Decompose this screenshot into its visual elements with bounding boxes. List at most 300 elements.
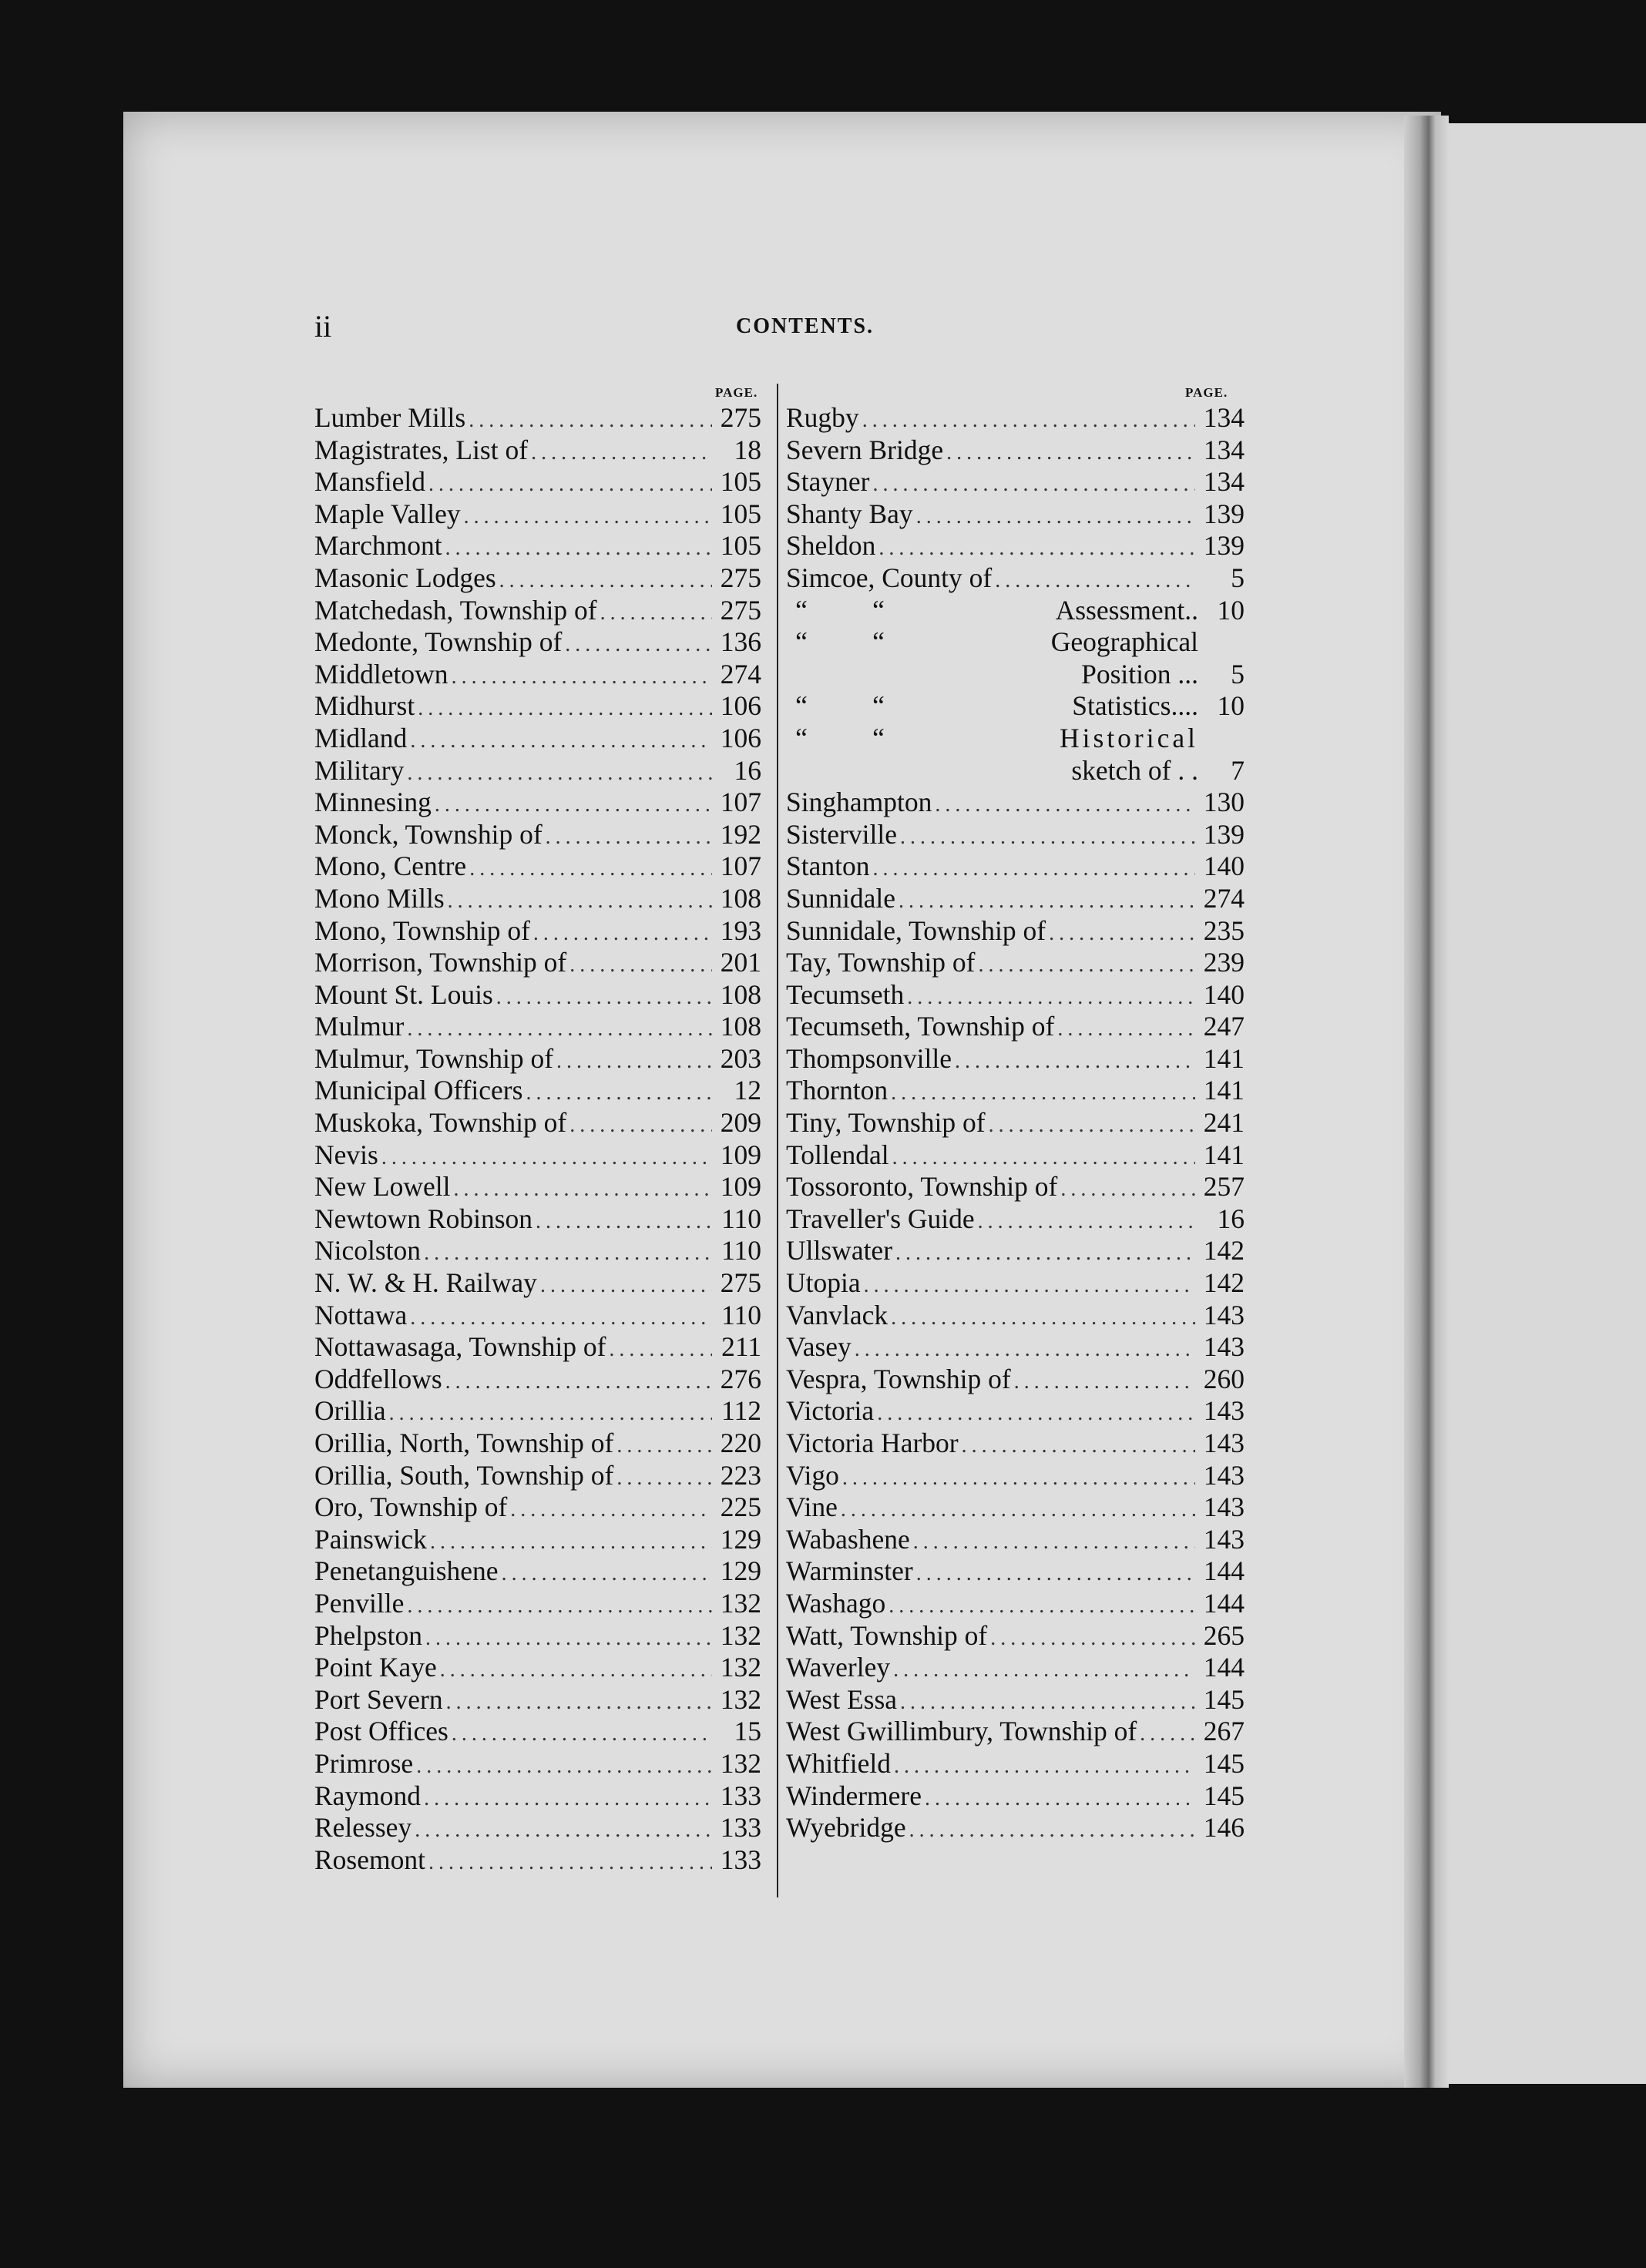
index-entry (786, 1812, 1245, 1844)
leader-dots (445, 1366, 712, 1398)
entry-page: 107 (720, 850, 761, 882)
index-entry (786, 1043, 1245, 1075)
ditto-mark: “ (872, 594, 885, 626)
index-entry (786, 1267, 1245, 1300)
leader-dots (540, 1270, 712, 1302)
index-entry (314, 1780, 761, 1813)
entry-page: 110 (721, 1299, 761, 1330)
index-entry (314, 402, 761, 434)
entry-page: 10 (1217, 690, 1245, 722)
entry-name: Military (314, 754, 405, 786)
index-entry (314, 690, 761, 723)
entry-page: 139 (1203, 530, 1245, 562)
left-index-column (314, 402, 761, 1876)
leader-dots (389, 1397, 712, 1430)
entry-page: 140 (1203, 850, 1245, 882)
leader-dots (445, 532, 712, 565)
entry-page: 139 (1203, 498, 1245, 529)
entry-page: 140 (1203, 978, 1245, 1010)
entry-page: 130 (1203, 787, 1245, 818)
index-entry (786, 1491, 1245, 1524)
leader-dots (418, 693, 712, 725)
leader-dots (609, 1334, 712, 1366)
leader-dots (410, 725, 712, 757)
entry-name: Ullswater (786, 1235, 893, 1267)
leader-dots (435, 789, 712, 821)
entry-name: Windermere (786, 1780, 922, 1811)
leader-dots (892, 1142, 1195, 1174)
leader-dots (978, 1206, 1195, 1238)
index-entry (786, 1203, 1245, 1236)
entry-page: 132 (720, 1683, 761, 1715)
index-entry (314, 1588, 761, 1620)
leader-dots (569, 949, 712, 981)
entry-name: Orillia (314, 1395, 386, 1427)
entry-page: 133 (720, 1812, 761, 1844)
index-entry (314, 1716, 761, 1748)
index-entry (314, 1171, 761, 1203)
index-entry (786, 595, 1245, 627)
entry-name: Marchmont (314, 530, 442, 562)
entry-name: Middletown (314, 658, 448, 689)
entry-name: Singhampton (786, 787, 932, 818)
entry-name: Severn Bridge (786, 434, 944, 465)
entry-page: 15 (734, 1716, 761, 1747)
left-column-header: PAGE. (715, 385, 758, 400)
entry-name: Sunnidale, Township of (786, 914, 1046, 946)
leader-dots (531, 437, 712, 469)
leader-dots (416, 1750, 712, 1783)
entry-page: 133 (720, 1780, 761, 1811)
entry-name: Stayner (786, 466, 870, 498)
index-entry (786, 1428, 1245, 1460)
entry-page: 146 (1203, 1812, 1245, 1844)
entry-page: 192 (720, 818, 761, 850)
entry-name: Mono, Centre (314, 850, 467, 882)
leader-dots (415, 1814, 712, 1847)
leader-dots (864, 1270, 1195, 1302)
entry-page: 141 (1203, 1139, 1245, 1170)
entry-page: 110 (721, 1235, 761, 1267)
leader-dots (407, 1013, 712, 1045)
entry-name: West Essa (786, 1683, 898, 1715)
leader-dots (600, 597, 712, 629)
leader-dots (1060, 1173, 1195, 1206)
entry-name: Nicolston (314, 1235, 422, 1267)
index-entry (786, 1364, 1245, 1396)
entry-name: Tay, Township of (786, 947, 976, 978)
entry-page: 142 (1203, 1267, 1245, 1299)
leader-dots (978, 949, 1195, 981)
entry-page: 203 (720, 1042, 761, 1074)
entry-page: 144 (1203, 1555, 1245, 1587)
index-entry (786, 434, 1245, 467)
entry-name: Vigo (786, 1459, 839, 1491)
entry-name: Lumber Mills (314, 402, 466, 433)
entry-name: Victoria (786, 1395, 875, 1427)
leader-dots (895, 1237, 1195, 1270)
leader-dots (526, 1077, 712, 1109)
entry-name: Whitfield (786, 1747, 892, 1779)
leader-dots (925, 1783, 1195, 1815)
entry-page: 109 (720, 1171, 761, 1203)
leader-dots (546, 821, 712, 854)
leader-dots (872, 468, 1195, 501)
leader-dots (990, 1622, 1195, 1655)
index-entry (314, 947, 761, 979)
index-entry (786, 1460, 1245, 1492)
entry-page: 132 (720, 1747, 761, 1779)
entry-page: 108 (720, 1011, 761, 1042)
leader-dots (565, 629, 712, 661)
entry-name: Victoria Harbor (786, 1428, 959, 1458)
simcoe-subentries (786, 595, 1245, 787)
entry-page: 143 (1203, 1395, 1245, 1427)
entry-name: Mono, Township of (314, 914, 530, 946)
index-entry (786, 1139, 1245, 1172)
ditto-mark: “ (795, 626, 808, 658)
index-entry (314, 1043, 761, 1075)
entry-name: Utopia (786, 1267, 861, 1299)
column-divider (777, 384, 778, 1897)
leader-dots (424, 1237, 712, 1270)
leader-dots (962, 1430, 1195, 1462)
entry-page: 132 (720, 1652, 761, 1683)
entry-name: Wyebridge (786, 1812, 906, 1844)
leader-dots (428, 1847, 712, 1879)
index-entry (314, 1428, 761, 1460)
entry-name: Tecumseth (786, 978, 905, 1010)
entry-page: 220 (720, 1428, 761, 1458)
entry-page: 134 (1203, 434, 1245, 465)
index-entry (786, 1395, 1245, 1428)
entry-name: Tiny, Township of (786, 1107, 986, 1139)
entry-page: 275 (720, 402, 761, 433)
index-entry (786, 915, 1245, 948)
entry-name: Oro, Township of (314, 1491, 508, 1523)
leader-dots (862, 404, 1195, 437)
entry-name: Mulmur, Township of (314, 1042, 554, 1074)
index-entry (786, 1748, 1245, 1780)
index-entry (786, 1235, 1245, 1267)
entry-name: New Lowell (314, 1171, 451, 1203)
entry-page: 209 (720, 1107, 761, 1139)
leader-dots (841, 1494, 1195, 1526)
index-entry (314, 1524, 761, 1556)
leader-dots (452, 1718, 712, 1750)
index-entry (314, 1684, 761, 1716)
index-entry (786, 1107, 1245, 1139)
leader-dots (448, 885, 712, 918)
index-entry (314, 1300, 761, 1332)
entry-name: Vespra, Township of (786, 1363, 1011, 1394)
entry-page: 241 (1203, 1107, 1245, 1139)
leader-dots (425, 1622, 712, 1655)
entry-name: Point Kaye (314, 1652, 437, 1683)
index-entry (314, 1331, 761, 1364)
entry-name: Position ... (1081, 658, 1198, 689)
entry-page: 275 (720, 1267, 761, 1299)
entry-page: 12 (734, 1075, 761, 1106)
entry-name: Masonic Lodges (314, 562, 496, 593)
right-index-column (786, 402, 1245, 1844)
entry-page: 143 (1203, 1331, 1245, 1363)
book-spine (1404, 116, 1449, 2088)
entry-page: 211 (721, 1331, 761, 1363)
leader-dots (1014, 1366, 1195, 1398)
index-entry (314, 819, 761, 851)
entry-name: Vine (786, 1491, 838, 1523)
index-entry (314, 723, 761, 755)
entry-name: Penetanguishene (314, 1555, 499, 1587)
entry-page: 145 (1203, 1780, 1245, 1811)
index-entry (314, 850, 761, 883)
entry-name: Rugby (786, 402, 859, 433)
entry-name: Painswick (314, 1523, 427, 1555)
leader-dots (872, 853, 1195, 885)
leader-dots (453, 1173, 712, 1206)
ditto-mark: “ (795, 722, 808, 753)
leader-dots (533, 918, 712, 950)
leader-dots (469, 404, 712, 437)
entry-name: Midhurst (314, 690, 415, 722)
index-entry (314, 787, 761, 819)
index-entry (786, 626, 1245, 659)
entry-page: 235 (1203, 914, 1245, 946)
entry-page: 143 (1203, 1491, 1245, 1523)
entry-page: 132 (720, 1619, 761, 1651)
index-entry (314, 1235, 761, 1267)
leader-dots (496, 981, 712, 1014)
index-entry (314, 1267, 761, 1300)
ditto-mark: “ (872, 626, 885, 658)
index-entry (314, 1844, 761, 1877)
entry-name: Post Offices (314, 1716, 448, 1747)
leader-dots (407, 757, 712, 790)
entry-page: 5 (1231, 658, 1245, 689)
entry-page: 106 (720, 722, 761, 753)
entry-page: 274 (1203, 882, 1245, 914)
entry-page: 145 (1203, 1683, 1245, 1715)
entry-name: Morrison, Township of (314, 947, 567, 978)
entry-name: Sunnidale (786, 882, 895, 914)
entry-name: Traveller's Guide (786, 1203, 975, 1234)
entry-page: 129 (720, 1523, 761, 1555)
leader-dots (989, 1109, 1195, 1142)
index-entry (314, 626, 761, 659)
index-entry (786, 1780, 1245, 1813)
leader-dots (536, 1206, 712, 1238)
leader-dots (907, 981, 1195, 1014)
entry-page: 267 (1203, 1716, 1245, 1747)
entry-name: Tecumseth, Township of (786, 1011, 1055, 1042)
entry-name: Mansfield (314, 466, 425, 498)
entry-page: 107 (720, 787, 761, 818)
index-entry (314, 1652, 761, 1684)
entry-page: 105 (720, 466, 761, 498)
entry-name: Orillia, North, Township of (314, 1428, 614, 1458)
entry-name: Nevis (314, 1139, 378, 1170)
entry-page: 134 (1203, 402, 1245, 433)
entry-name: N. W. & H. Railway (314, 1267, 537, 1299)
leader-dots (899, 885, 1195, 918)
leader-dots (616, 1462, 712, 1495)
entry-page: 143 (1203, 1459, 1245, 1491)
index-entry (314, 883, 761, 915)
leader-dots (855, 1334, 1195, 1366)
index-entry (786, 1075, 1245, 1107)
leader-dots (916, 501, 1195, 533)
entry-name: Monck, Township of (314, 818, 543, 850)
leader-dots (616, 1430, 712, 1462)
entry-page: 132 (720, 1587, 761, 1619)
index-entry (786, 1555, 1245, 1588)
entry-page: 141 (1203, 1042, 1245, 1074)
entry-page: 110 (721, 1203, 761, 1234)
entry-name: Phelpston (314, 1619, 423, 1651)
index-entry (314, 1491, 761, 1524)
entry-page: 143 (1203, 1523, 1245, 1555)
leader-dots (424, 1783, 712, 1815)
leader-dots (916, 1558, 1195, 1590)
entry-page: 16 (1217, 1203, 1245, 1234)
index-entry (786, 1524, 1245, 1556)
entry-name: Newtown Robinson (314, 1203, 533, 1234)
entry-page: 10 (1217, 594, 1245, 626)
entry-name: Tossoronto, Township of (786, 1171, 1058, 1203)
entry-name: Vanvlack (786, 1299, 889, 1330)
entry-page: 139 (1203, 818, 1245, 850)
index-entry (314, 1075, 761, 1107)
entry-name: Wabashene (786, 1523, 910, 1555)
index-entry (786, 947, 1245, 979)
ditto-mark: “ (795, 690, 808, 722)
entry-page: 7 (1231, 754, 1245, 786)
index-entry (786, 787, 1245, 819)
leader-dots (955, 1045, 1195, 1078)
index-entry (786, 723, 1245, 755)
entry-page: 129 (720, 1555, 761, 1587)
entry-name: Tollendal (786, 1139, 889, 1170)
adjacent-page (1449, 123, 1646, 2084)
index-entry (314, 562, 761, 595)
index-entry (314, 1555, 761, 1588)
entry-name: Relessey (314, 1812, 412, 1844)
right-column-header: PAGE. (1185, 385, 1228, 400)
index-entry (786, 819, 1245, 851)
leader-dots (502, 1558, 712, 1590)
leader-dots (900, 1686, 1195, 1719)
page-number: ii (314, 309, 332, 344)
index-entry (314, 1139, 761, 1172)
entry-name: Stanton (786, 850, 870, 882)
entry-name: Magistrates, List of (314, 434, 529, 465)
running-head: CONTENTS. (736, 314, 875, 338)
leader-dots (464, 501, 712, 533)
entry-name: Washago (786, 1587, 886, 1619)
entry-page: 225 (720, 1491, 761, 1523)
entry-name: Medonte, Township of (314, 626, 563, 658)
leader-dots (510, 1494, 712, 1526)
leader-dots (909, 1814, 1195, 1847)
index-entry (786, 466, 1245, 498)
leader-dots (935, 789, 1195, 821)
leader-dots (893, 1654, 1195, 1686)
entry-page: 276 (720, 1363, 761, 1394)
entry-page: 141 (1203, 1075, 1245, 1106)
index-entry (314, 434, 761, 467)
entry-page: 136 (720, 626, 761, 658)
index-entry (314, 1620, 761, 1652)
index-entry (314, 1812, 761, 1844)
index-entry (786, 1684, 1245, 1716)
entry-page: 145 (1203, 1747, 1245, 1779)
entry-name: Nottawasaga, Township of (314, 1331, 606, 1363)
index-entry (314, 1748, 761, 1780)
entry-page: 143 (1203, 1299, 1245, 1330)
entry-page: 143 (1203, 1428, 1245, 1458)
leader-dots (407, 1590, 712, 1622)
entry-name: sketch of . . (1071, 754, 1198, 786)
leader-dots (913, 1526, 1195, 1558)
entry-name: Matchedash, Township of (314, 594, 597, 626)
entry-page: 5 (1231, 562, 1245, 593)
index-entry (314, 1203, 761, 1236)
index-entry (314, 1395, 761, 1428)
entry-name: Thompsonville (786, 1042, 952, 1074)
entry-page: 275 (720, 562, 761, 593)
leader-dots (410, 1302, 712, 1334)
entry-page: 144 (1203, 1587, 1245, 1619)
leader-dots (499, 565, 712, 597)
index-entry (314, 595, 761, 627)
index-entry (786, 690, 1245, 723)
entry-page: 108 (720, 882, 761, 914)
leader-dots (891, 1302, 1195, 1334)
leader-dots (946, 437, 1195, 469)
index-entry (314, 659, 761, 691)
leader-dots (889, 1590, 1195, 1622)
leader-dots (446, 1686, 712, 1719)
entry-page: 239 (1203, 947, 1245, 978)
index-entry (314, 979, 761, 1012)
index-entry (786, 979, 1245, 1012)
index-entry (314, 1011, 761, 1043)
index-entry (786, 850, 1245, 883)
index-entry (786, 562, 1245, 595)
index-entry (314, 1364, 761, 1396)
entry-name: Vasey (786, 1331, 852, 1363)
entry-page: 201 (720, 947, 761, 978)
index-entry (786, 498, 1245, 531)
ditto-mark: “ (872, 722, 885, 753)
ditto-mark: “ (795, 594, 808, 626)
entry-name: Penville (314, 1587, 405, 1619)
entry-name: Shanty Bay (786, 498, 913, 529)
leader-dots (569, 1109, 712, 1142)
entry-name: Watt, Township of (786, 1619, 988, 1651)
entry-name: Mount St. Louis (314, 978, 493, 1010)
entry-name: Warminster (786, 1555, 913, 1587)
entry-name: Rosemont (314, 1844, 425, 1875)
entry-name: Assessment.. (1055, 594, 1198, 626)
index-entry (786, 1011, 1245, 1043)
entry-name: Raymond (314, 1780, 422, 1811)
index-entry (786, 883, 1245, 915)
entry-name: Mono Mills (314, 882, 445, 914)
entry-page: 105 (720, 530, 761, 562)
entry-name: Orillia, South, Township of (314, 1459, 614, 1491)
